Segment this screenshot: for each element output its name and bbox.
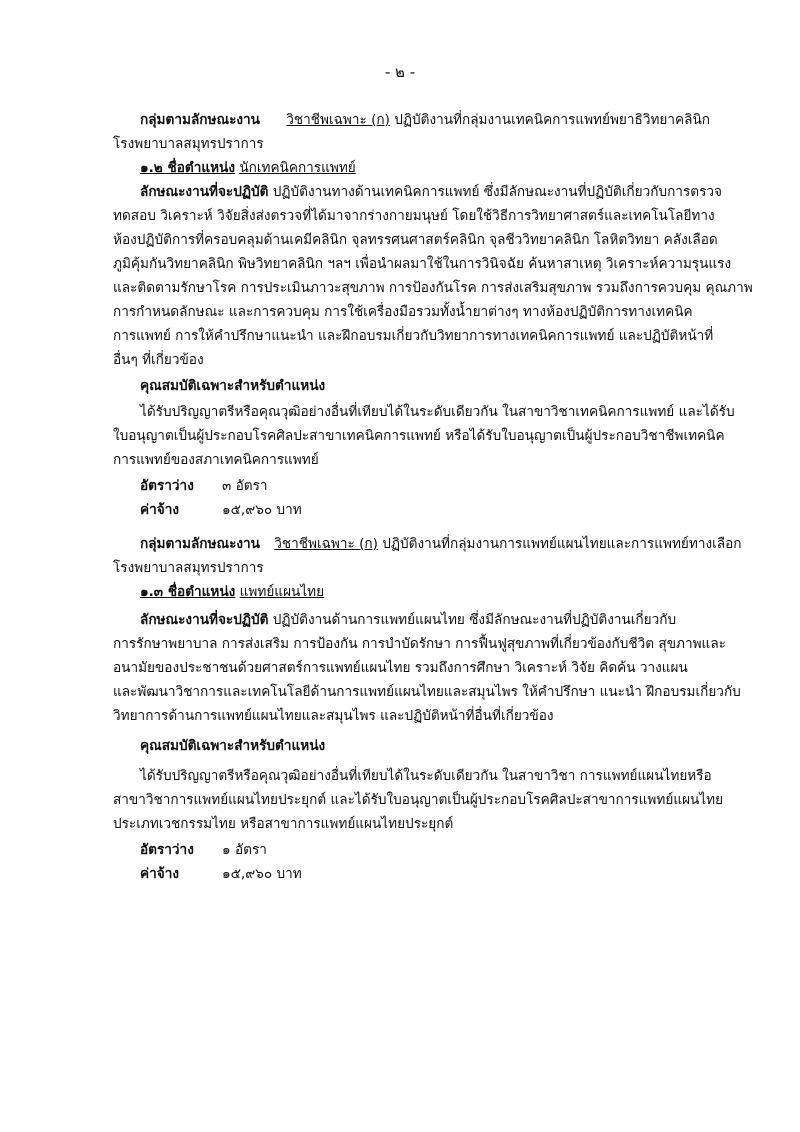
position-number: ๑.๒ ชื่อตำแหน่ง — [140, 160, 235, 176]
duty-line: และติดตามรักษาโรค การประเมินภาวะสุขภาพ การป้องกันโรค การส่งเสริมสุขภาพ รวมถึงการควบคุม คุณภาพ — [113, 280, 753, 296]
vacancy-value: ๓ อัตรา — [222, 478, 268, 494]
duty-label: ลักษณะงานที่จะปฏิบัติ — [140, 612, 269, 628]
duty-line: วิทยาการด้านการแพทย์แผนไทยและสมุนไพร และปฏิบัติหน้าที่อื่นที่เกี่ยวข้อง — [113, 708, 554, 724]
duty-line-0 — [140, 608, 703, 632]
qual-line: ได้รับปริญญาตรีหรือคุณวุฒิอย่างอื่นที่เทียบได้ในระดับเดียวกัน ในสาขาวิชาเทคนิคการแพทย์ และได้รับ — [140, 404, 735, 420]
qual-label: คุณสมบัติเฉพาะสำหรับตำแหน่ง — [140, 738, 326, 754]
group-value: วิชาชีพเฉพาะ (ก) — [286, 112, 390, 128]
position-line — [140, 580, 703, 604]
wage-label: ค่าจ้าง — [140, 866, 179, 882]
group-cont: โรงพยาบาลสมุทรปราการ — [113, 136, 264, 152]
group-desc: ปฏิบัติงานที่กลุ่มงานเทคนิคการแพทย์พยาธิวิทยาคลินิก — [394, 112, 710, 128]
duty-line: ภูมิคุ้มกันวิทยาคลินิก พิษวิทยาคลินิก ฯลฯ เพื่อนำผลมาใช้ในการวินิจฉัย ค้นหาสาเหตุ วิเคราะห์ความรุนแรง — [113, 256, 732, 272]
duty-label: ลักษณะงานที่จะปฏิบัติ — [140, 184, 269, 200]
wage-value: ๑๕,๙๖๐ บาท — [222, 502, 302, 518]
qual-line: ใบอนุญาตเป็นผู้ประกอบโรคศิลปะสาขาเทคนิคการแพทย์ หรือได้รับใบอนุญาตเป็นผู้ประกอบวิชาชีพเทคนิค — [113, 428, 725, 444]
group-desc: ปฏิบัติงานที่กลุ่มงานการแพทย์แผนไทยและการแพทย์ทางเลือก — [382, 536, 742, 552]
group-line — [140, 108, 710, 132]
duty-text: ปฏิบัติงานทางด้านเทคนิคการแพทย์ ซึ่งมีลักษณะงานที่ปฏิบัติเกี่ยวกับการตรวจ — [272, 184, 722, 200]
qual-label: คุณสมบัติเฉพาะสำหรับตำแหน่ง — [140, 378, 326, 394]
duty-line: ห้องปฏิบัติการที่ครอบคลุมด้านเคมีคลินิก จุลทรรศนศาสตร์คลินิก จุลชีววิทยาคลินิก โลหิตวิทยา คลังเลือด — [113, 232, 718, 248]
vacancy-label: อัตราว่าง — [140, 842, 194, 858]
position-name: แพทย์แผนไทย — [239, 584, 325, 600]
qual-line: ได้รับปริญญาตรีหรือคุณวุฒิอย่างอื่นที่เทียบได้ในระดับเดียวกัน ในสาขาวิชา การแพทย์แผนไทยหรือ — [140, 768, 712, 784]
duty-line: อื่นๆ ที่เกี่ยวข้อง — [113, 352, 204, 368]
duty-line: และพัฒนาวิชาการและเทคโนโลยีด้านการแพทย์แผนไทยและสมุนไพร ให้คำปรึกษา แนะนำ ฝึกอบรมเกี่ยวกับ — [113, 684, 741, 700]
duty-line: ทดสอบ วิเคราะห์ วิจัยสิ่งส่งตรวจที่ได้มาจากร่างกายมนุษย์ โดยใช้วิธีการวิทยาศาสตร์และเทคโนโลยีทาง — [113, 208, 715, 224]
group-label: กลุ่มตามลักษณะงาน — [140, 112, 260, 128]
duty-line-0 — [140, 180, 722, 204]
qual-line: ประเภทเวชกรรมไทย หรือสาขาการแพทย์แผนไทยประยุกต์ — [113, 816, 454, 832]
duty-line: การแพทย์ การให้คำปรึกษาแนะนำ และฝึกอบรมเกี่ยวกับวิทยาการทางเทคนิคการแพทย์ และปฏิบัติหน้าที่ — [113, 328, 714, 344]
wage-value: ๑๕,๙๖๐ บาท — [222, 866, 302, 882]
group-cont: โรงพยาบาลสมุทรปราการ — [113, 560, 264, 576]
vacancy-value: ๑ อัตรา — [222, 842, 267, 858]
position-number: ๑.๓ ชื่อตำแหน่ง — [140, 584, 236, 600]
group-label: กลุ่มตามลักษณะงาน — [140, 536, 260, 552]
qual-line: สาขาวิชาการแพทย์แผนไทยประยุกต์ และได้รับใบอนุญาตเป็นผู้ประกอบโรคศิลปะสาขาการแพทย์แผนไทย — [113, 792, 724, 808]
duty-line: อนามัยของประชาชนด้วยศาสตร์การแพทย์แผนไทย รวมถึงการศึกษา วิเคราะห์ วิจัย คิดค้น วางแผน — [113, 660, 688, 676]
group-value: วิชาชีพเฉพาะ (ก) — [274, 536, 378, 552]
position-line — [140, 156, 703, 180]
wage-label: ค่าจ้าง — [140, 502, 179, 518]
vacancy-label: อัตราว่าง — [140, 478, 194, 494]
duty-line: การรักษาพยาบาล การส่งเสริม การป้องกัน การบำบัดรักษา การฟื้นฟูสุขภาพที่เกี่ยวข้องกับชีวิต สุขภาพและ — [113, 636, 726, 652]
qual-line: การแพทย์ของสภาเทคนิคการแพทย์ — [113, 452, 319, 468]
group-line — [140, 532, 742, 556]
page-number: - ๒ - — [384, 63, 416, 81]
duty-text: ปฏิบัติงานด้านการแพทย์แผนไทย ซึ่งมีลักษณะงานที่ปฏิบัติงานเกี่ยวกับ — [272, 612, 677, 628]
duty-line: การกำหนดลักษณะ และการควบคุม การใช้เครื่องมือรวมทั้งน้ำยาต่างๆ ทางห้องปฏิบัติการทางเทคนิค — [113, 304, 693, 320]
position-name: นักเทคนิคการแพทย์ — [239, 160, 356, 176]
